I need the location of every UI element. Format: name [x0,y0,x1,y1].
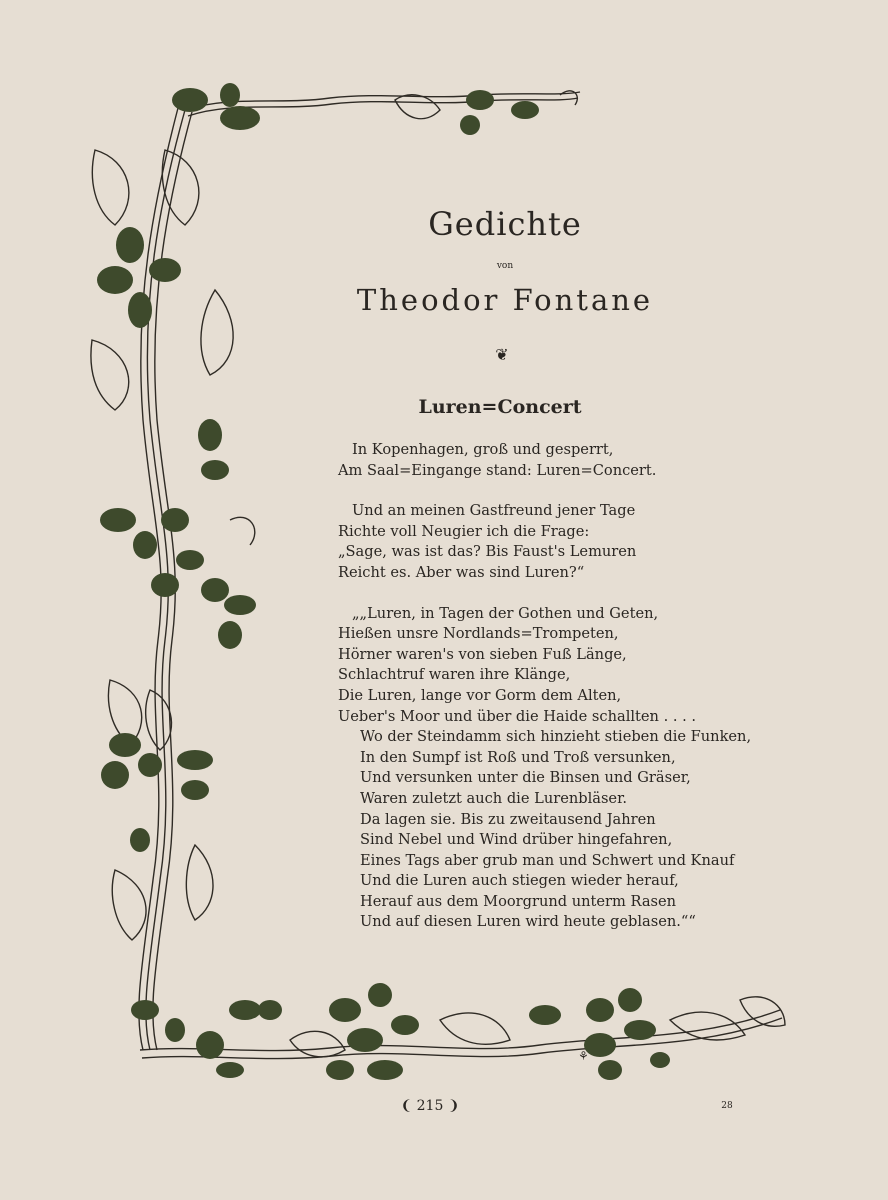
poem-line: Herauf aus dem Moorgrund unterm Rasen [360,892,677,910]
poem-line: Die Luren, lange vor Gorm dem Alten, [338,686,622,704]
stanza-break [338,584,728,604]
book-title: Gedichte [428,205,582,243]
page-number: ❨ 215 ❩ [400,1098,460,1114]
poem-title: Luren=Concert [418,396,582,418]
poem-line: Und versunken unter die Binsen und Gräser, [360,769,691,787]
signature-mark: 28 [721,1101,733,1111]
poem-line: Und an meinen Gastfreund jener Tage [352,502,636,520]
poem-line: Eines Tags aber grub man und Schwert und Knauf [360,851,735,869]
poem-line: Hörner waren's von sieben Fuß Länge, [338,645,627,663]
poem-line: Ueber's Moor und über die Haide schallten . . . . [338,707,697,725]
poem-line: Da lagen sie. Bis zu zweitausend Jahren [360,810,656,828]
stanza-break [338,481,728,501]
poem-body [338,440,752,933]
byline-von: von [496,261,514,271]
author-name: Theodor Fontane [356,283,654,317]
poem-line: Reicht es. Aber was sind Luren?“ [338,563,585,581]
poem-line: „„Luren, in Tagen der Gothen und Geten, [352,604,659,622]
poem-line: „Sage, was ist das? Bis Faust's Lemuren [338,543,637,561]
poem-line: In Kopenhagen, groß und gesperrt, [352,441,614,458]
poem-line: Richte voll Neugier ich die Frage: [338,522,590,540]
svg-text:⚘: ⚘ [578,1049,589,1063]
poem-line: Schlachtruf waren ihre Klänge, [338,666,571,684]
poem-line: In den Sumpf ist Roß und Troß versunken, [360,748,676,766]
poem-line: Hießen unsre Nordlands=Trompeten, [338,625,619,643]
poem-line: Wo der Steindamm sich hinzieht stieben die Funken, [360,728,752,746]
poem-line: Und die Luren auch stiegen wieder herauf, [360,872,679,890]
poem-line: Sind Nebel und Wind drüber hingefahren, [360,831,673,849]
poem-line: Und auf diesen Luren wird heute geblasen.““ [360,913,696,931]
fleuron-ornament: ❦ [495,345,509,364]
poem-line: Am Saal=Eingange stand: Luren=Concert. [338,461,657,479]
poem-line: Waren zuletzt auch die Lurenbläser. [360,789,628,807]
